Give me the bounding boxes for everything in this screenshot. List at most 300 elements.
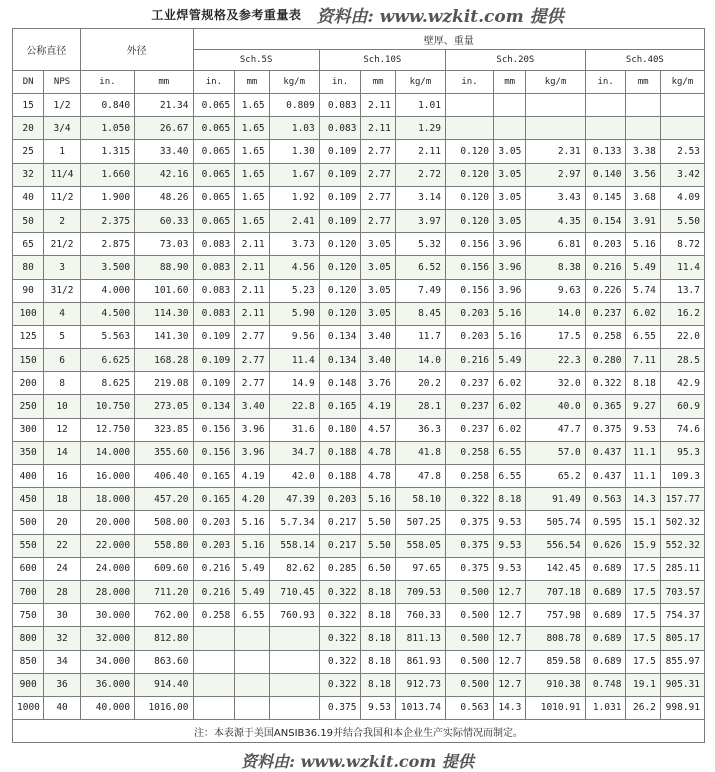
cell-20s-kgm: 47.7 bbox=[526, 418, 585, 441]
cell-od-in: 1.660 bbox=[80, 163, 134, 186]
cell-20s-kgm: 1010.91 bbox=[526, 696, 585, 719]
cell-nps: 4 bbox=[44, 302, 81, 325]
cell-dn: 750 bbox=[13, 604, 44, 627]
cell-20s-mm: 12.7 bbox=[493, 580, 525, 603]
cell-5s-mm: 2.11 bbox=[235, 256, 269, 279]
cell-nps: 8 bbox=[44, 372, 81, 395]
header-5s-kgm: kg/m bbox=[269, 71, 319, 94]
cell-5s-in: 0.203 bbox=[193, 534, 235, 557]
cell-20s-kgm: 6.81 bbox=[526, 233, 585, 256]
cell-5s-kgm: 1.03 bbox=[269, 117, 319, 140]
cell-dn: 450 bbox=[13, 488, 44, 511]
cell-dn: 50 bbox=[13, 209, 44, 232]
cell-20s-in: 0.237 bbox=[445, 395, 493, 418]
cell-od-mm: 406.40 bbox=[135, 465, 193, 488]
cell-40s-mm: 9.27 bbox=[626, 395, 660, 418]
cell-10s-mm: 8.18 bbox=[361, 650, 395, 673]
cell-10s-in: 0.109 bbox=[319, 163, 361, 186]
note-row bbox=[13, 720, 705, 743]
cell-10s-mm: 3.05 bbox=[361, 256, 395, 279]
cell-20s-mm: 6.55 bbox=[493, 465, 525, 488]
cell-40s-kgm: 754.37 bbox=[660, 604, 704, 627]
cell-5s-mm: 1.65 bbox=[235, 186, 269, 209]
header-20s-mm: mm bbox=[493, 71, 525, 94]
cell-40s-kgm bbox=[660, 117, 704, 140]
cell-40s-kgm: 5.50 bbox=[660, 209, 704, 232]
cell-40s-mm: 3.56 bbox=[626, 163, 660, 186]
cell-5s-mm: 5.49 bbox=[235, 580, 269, 603]
cell-nps: 3/4 bbox=[44, 117, 81, 140]
cell-20s-in: 0.203 bbox=[445, 325, 493, 348]
cell-od-mm: 323.85 bbox=[135, 418, 193, 441]
cell-5s-in: 0.165 bbox=[193, 488, 235, 511]
cell-od-in: 5.563 bbox=[80, 325, 134, 348]
cell-10s-in: 0.109 bbox=[319, 140, 361, 163]
cell-dn: 150 bbox=[13, 349, 44, 372]
cell-20s-in: 0.120 bbox=[445, 140, 493, 163]
cell-10s-mm: 2.77 bbox=[361, 186, 395, 209]
cell-40s-in: 0.154 bbox=[585, 209, 626, 232]
cell-nps: 28 bbox=[44, 580, 81, 603]
cell-40s-kgm: 2.53 bbox=[660, 140, 704, 163]
cell-od-mm: 273.05 bbox=[135, 395, 193, 418]
cell-5s-mm: 4.20 bbox=[235, 488, 269, 511]
cell-dn: 1000 bbox=[13, 696, 44, 719]
cell-5s-kgm: 11.4 bbox=[269, 349, 319, 372]
cell-5s-mm: 6.55 bbox=[235, 604, 269, 627]
cell-40s-kgm: 552.32 bbox=[660, 534, 704, 557]
cell-20s-in: 0.120 bbox=[445, 209, 493, 232]
cell-5s-in: 0.065 bbox=[193, 163, 235, 186]
cell-od-mm: 762.00 bbox=[135, 604, 193, 627]
cell-5s-kgm bbox=[269, 627, 319, 650]
cell-40s-mm: 6.02 bbox=[626, 302, 660, 325]
cell-40s-in: 0.226 bbox=[585, 279, 626, 302]
table-row bbox=[13, 557, 705, 580]
cell-40s-kgm: 3.42 bbox=[660, 163, 704, 186]
cell-5s-in: 0.109 bbox=[193, 325, 235, 348]
cell-5s-mm: 1.65 bbox=[235, 209, 269, 232]
cell-5s-mm: 3.40 bbox=[235, 395, 269, 418]
cell-40s-kgm: 109.3 bbox=[660, 465, 704, 488]
cell-5s-in: 0.203 bbox=[193, 511, 235, 534]
cell-40s-in: 0.258 bbox=[585, 325, 626, 348]
cell-5s-in bbox=[193, 650, 235, 673]
cell-20s-mm: 8.18 bbox=[493, 488, 525, 511]
cell-10s-mm: 4.57 bbox=[361, 418, 395, 441]
cell-20s-kgm bbox=[526, 117, 585, 140]
cell-10s-in: 0.203 bbox=[319, 488, 361, 511]
cell-40s-kgm: 11.4 bbox=[660, 256, 704, 279]
cell-20s-in: 0.500 bbox=[445, 604, 493, 627]
cell-5s-kgm: 82.62 bbox=[269, 557, 319, 580]
cell-10s-kgm: 3.97 bbox=[395, 209, 445, 232]
cell-10s-mm: 3.40 bbox=[361, 349, 395, 372]
cell-10s-mm: 2.77 bbox=[361, 140, 395, 163]
cell-od-in: 22.000 bbox=[80, 534, 134, 557]
cell-20s-kgm: 65.2 bbox=[526, 465, 585, 488]
cell-10s-kgm: 2.11 bbox=[395, 140, 445, 163]
cell-od-in: 10.750 bbox=[80, 395, 134, 418]
cell-20s-in bbox=[445, 117, 493, 140]
cell-40s-mm: 5.74 bbox=[626, 279, 660, 302]
cell-40s-in: 0.375 bbox=[585, 418, 626, 441]
cell-nps: 5 bbox=[44, 325, 81, 348]
cell-dn: 100 bbox=[13, 302, 44, 325]
cell-10s-kgm: 47.8 bbox=[395, 465, 445, 488]
cell-20s-in: 0.563 bbox=[445, 696, 493, 719]
cell-5s-mm: 5.49 bbox=[235, 557, 269, 580]
cell-10s-kgm: 861.93 bbox=[395, 650, 445, 673]
cell-20s-mm: 5.16 bbox=[493, 325, 525, 348]
cell-10s-mm: 4.19 bbox=[361, 395, 395, 418]
cell-5s-in: 0.065 bbox=[193, 186, 235, 209]
cell-nps: 11/2 bbox=[44, 186, 81, 209]
cell-dn: 90 bbox=[13, 279, 44, 302]
cell-5s-mm bbox=[235, 696, 269, 719]
cell-5s-mm: 5.16 bbox=[235, 534, 269, 557]
cell-5s-kgm: 1.30 bbox=[269, 140, 319, 163]
cell-od-mm: 914.40 bbox=[135, 673, 193, 696]
cell-5s-in: 0.134 bbox=[193, 395, 235, 418]
cell-od-in: 1.315 bbox=[80, 140, 134, 163]
cell-40s-mm: 15.1 bbox=[626, 511, 660, 534]
cell-40s-in: 0.689 bbox=[585, 627, 626, 650]
cell-10s-in: 0.285 bbox=[319, 557, 361, 580]
header-5s-in: in. bbox=[193, 71, 235, 94]
cell-10s-in: 0.322 bbox=[319, 673, 361, 696]
cell-10s-kgm: 1013.74 bbox=[395, 696, 445, 719]
cell-5s-kgm: 22.8 bbox=[269, 395, 319, 418]
cell-od-in: 20.000 bbox=[80, 511, 134, 534]
header-nominal-size: 公称直径 bbox=[13, 29, 81, 71]
header-row-1 bbox=[13, 29, 705, 50]
cell-10s-mm: 3.40 bbox=[361, 325, 395, 348]
cell-5s-in: 0.109 bbox=[193, 349, 235, 372]
cell-od-in: 28.000 bbox=[80, 580, 134, 603]
table-row bbox=[13, 511, 705, 534]
cell-40s-in: 0.216 bbox=[585, 256, 626, 279]
cell-od-in: 8.625 bbox=[80, 372, 134, 395]
cell-20s-in: 0.375 bbox=[445, 557, 493, 580]
cell-od-mm: 457.20 bbox=[135, 488, 193, 511]
cell-40s-kgm: 805.17 bbox=[660, 627, 704, 650]
cell-20s-kgm: 9.63 bbox=[526, 279, 585, 302]
header-nps: NPS bbox=[44, 71, 81, 94]
cell-10s-mm: 5.50 bbox=[361, 534, 395, 557]
cell-dn: 125 bbox=[13, 325, 44, 348]
cell-5s-in: 0.065 bbox=[193, 94, 235, 117]
cell-5s-mm: 1.65 bbox=[235, 140, 269, 163]
cell-40s-in: 0.689 bbox=[585, 580, 626, 603]
cell-od-in: 30.000 bbox=[80, 604, 134, 627]
cell-5s-mm: 2.11 bbox=[235, 279, 269, 302]
cell-10s-in: 0.322 bbox=[319, 604, 361, 627]
cell-20s-kgm: 40.0 bbox=[526, 395, 585, 418]
table-row bbox=[13, 140, 705, 163]
cell-20s-kgm: 3.43 bbox=[526, 186, 585, 209]
cell-5s-kgm: 1.92 bbox=[269, 186, 319, 209]
table-row bbox=[13, 580, 705, 603]
cell-40s-in: 0.437 bbox=[585, 441, 626, 464]
cell-20s-kgm bbox=[526, 94, 585, 117]
cell-od-mm: 168.28 bbox=[135, 349, 193, 372]
cell-40s-kgm: 4.09 bbox=[660, 186, 704, 209]
cell-5s-in: 0.083 bbox=[193, 233, 235, 256]
cell-20s-mm: 6.55 bbox=[493, 441, 525, 464]
table-row bbox=[13, 627, 705, 650]
cell-40s-in: 1.031 bbox=[585, 696, 626, 719]
cell-10s-kgm: 5.32 bbox=[395, 233, 445, 256]
table-row bbox=[13, 117, 705, 140]
table-row bbox=[13, 302, 705, 325]
cell-10s-kgm: 7.49 bbox=[395, 279, 445, 302]
cell-20s-kgm: 142.45 bbox=[526, 557, 585, 580]
cell-40s-kgm: 703.57 bbox=[660, 580, 704, 603]
cell-40s-mm: 17.5 bbox=[626, 627, 660, 650]
cell-5s-kgm bbox=[269, 696, 319, 719]
cell-20s-mm bbox=[493, 94, 525, 117]
cell-od-mm: 42.16 bbox=[135, 163, 193, 186]
cell-nps: 16 bbox=[44, 465, 81, 488]
cell-od-mm: 26.67 bbox=[135, 117, 193, 140]
cell-dn: 300 bbox=[13, 418, 44, 441]
cell-dn: 80 bbox=[13, 256, 44, 279]
cell-nps: 3 bbox=[44, 256, 81, 279]
watermark-top: 资料由: www.wzkit.com 提供 bbox=[316, 7, 564, 27]
table-row bbox=[13, 349, 705, 372]
cell-20s-mm: 14.3 bbox=[493, 696, 525, 719]
cell-5s-kgm: 558.14 bbox=[269, 534, 319, 557]
cell-od-in: 3.500 bbox=[80, 256, 134, 279]
cell-20s-in: 0.156 bbox=[445, 279, 493, 302]
cell-10s-in: 0.134 bbox=[319, 349, 361, 372]
cell-20s-mm: 12.7 bbox=[493, 650, 525, 673]
cell-5s-in: 0.156 bbox=[193, 441, 235, 464]
table-row bbox=[13, 650, 705, 673]
cell-dn: 65 bbox=[13, 233, 44, 256]
cell-5s-mm: 3.96 bbox=[235, 418, 269, 441]
cell-10s-mm: 3.05 bbox=[361, 233, 395, 256]
cell-5s-kgm bbox=[269, 673, 319, 696]
cell-od-mm: 609.60 bbox=[135, 557, 193, 580]
cell-od-in: 32.000 bbox=[80, 627, 134, 650]
cell-dn: 25 bbox=[13, 140, 44, 163]
cell-20s-kgm: 17.5 bbox=[526, 325, 585, 348]
cell-40s-mm: 17.5 bbox=[626, 650, 660, 673]
header-sch-10s: Sch.10S bbox=[319, 50, 445, 71]
header-outer-diameter: 外径 bbox=[80, 29, 193, 71]
cell-10s-kgm: 811.13 bbox=[395, 627, 445, 650]
cell-20s-mm: 5.49 bbox=[493, 349, 525, 372]
cell-20s-mm: 6.02 bbox=[493, 395, 525, 418]
cell-10s-kgm: 507.25 bbox=[395, 511, 445, 534]
header-20s-in: in. bbox=[445, 71, 493, 94]
cell-10s-in: 0.148 bbox=[319, 372, 361, 395]
table-body bbox=[13, 94, 705, 720]
table-row bbox=[13, 604, 705, 627]
cell-40s-mm: 7.11 bbox=[626, 349, 660, 372]
cell-5s-in: 0.156 bbox=[193, 418, 235, 441]
cell-od-mm: 101.60 bbox=[135, 279, 193, 302]
cell-od-in: 18.000 bbox=[80, 488, 134, 511]
cell-od-in: 34.000 bbox=[80, 650, 134, 673]
cell-10s-in: 0.120 bbox=[319, 233, 361, 256]
cell-40s-mm: 11.1 bbox=[626, 441, 660, 464]
cell-20s-in: 0.156 bbox=[445, 256, 493, 279]
cell-5s-kgm: 710.45 bbox=[269, 580, 319, 603]
cell-20s-kgm: 808.78 bbox=[526, 627, 585, 650]
cell-20s-kgm: 22.3 bbox=[526, 349, 585, 372]
cell-5s-mm: 2.77 bbox=[235, 372, 269, 395]
cell-5s-in: 0.083 bbox=[193, 302, 235, 325]
cell-40s-mm: 8.18 bbox=[626, 372, 660, 395]
cell-40s-mm: 5.16 bbox=[626, 233, 660, 256]
cell-40s-kgm: 998.91 bbox=[660, 696, 704, 719]
cell-10s-in: 0.109 bbox=[319, 186, 361, 209]
table-row bbox=[13, 94, 705, 117]
cell-40s-kgm: 905.31 bbox=[660, 673, 704, 696]
cell-20s-in: 0.258 bbox=[445, 441, 493, 464]
cell-40s-in: 0.203 bbox=[585, 233, 626, 256]
cell-10s-in: 0.322 bbox=[319, 580, 361, 603]
cell-5s-mm: 1.65 bbox=[235, 163, 269, 186]
cell-dn: 20 bbox=[13, 117, 44, 140]
cell-od-mm: 355.60 bbox=[135, 441, 193, 464]
cell-od-in: 2.375 bbox=[80, 209, 134, 232]
cell-10s-kgm: 3.14 bbox=[395, 186, 445, 209]
cell-5s-in bbox=[193, 696, 235, 719]
cell-10s-kgm: 912.73 bbox=[395, 673, 445, 696]
cell-dn: 700 bbox=[13, 580, 44, 603]
table-row bbox=[13, 465, 705, 488]
cell-40s-mm: 3.68 bbox=[626, 186, 660, 209]
cell-20s-kgm: 4.35 bbox=[526, 209, 585, 232]
cell-dn: 550 bbox=[13, 534, 44, 557]
cell-10s-in: 0.188 bbox=[319, 441, 361, 464]
table-row bbox=[13, 233, 705, 256]
cell-10s-in: 0.120 bbox=[319, 256, 361, 279]
cell-10s-kgm: 58.10 bbox=[395, 488, 445, 511]
cell-20s-in: 0.203 bbox=[445, 302, 493, 325]
cell-10s-in: 0.109 bbox=[319, 209, 361, 232]
cell-10s-kgm: 1.29 bbox=[395, 117, 445, 140]
cell-20s-in bbox=[445, 94, 493, 117]
cell-5s-in: 0.083 bbox=[193, 256, 235, 279]
cell-40s-in: 0.322 bbox=[585, 372, 626, 395]
cell-10s-mm: 6.50 bbox=[361, 557, 395, 580]
cell-dn: 600 bbox=[13, 557, 44, 580]
cell-od-mm: 33.40 bbox=[135, 140, 193, 163]
cell-20s-mm: 6.02 bbox=[493, 418, 525, 441]
cell-5s-kgm: 42.0 bbox=[269, 465, 319, 488]
cell-10s-mm: 9.53 bbox=[361, 696, 395, 719]
cell-40s-kgm: 157.77 bbox=[660, 488, 704, 511]
cell-nps: 24 bbox=[44, 557, 81, 580]
cell-20s-in: 0.120 bbox=[445, 186, 493, 209]
cell-20s-mm bbox=[493, 117, 525, 140]
cell-20s-mm: 9.53 bbox=[493, 534, 525, 557]
cell-20s-mm: 3.96 bbox=[493, 279, 525, 302]
cell-40s-kgm: 855.97 bbox=[660, 650, 704, 673]
cell-5s-kgm: 760.93 bbox=[269, 604, 319, 627]
cell-dn: 200 bbox=[13, 372, 44, 395]
cell-40s-kgm bbox=[660, 94, 704, 117]
cell-20s-kgm: 2.31 bbox=[526, 140, 585, 163]
cell-10s-kgm: 8.45 bbox=[395, 302, 445, 325]
cell-10s-in: 0.217 bbox=[319, 534, 361, 557]
header-wall-weight: 壁厚、重量 bbox=[193, 29, 705, 50]
cell-od-mm: 863.60 bbox=[135, 650, 193, 673]
cell-od-mm: 812.80 bbox=[135, 627, 193, 650]
cell-40s-in: 0.133 bbox=[585, 140, 626, 163]
cell-5s-in: 0.216 bbox=[193, 580, 235, 603]
cell-5s-kgm: 4.56 bbox=[269, 256, 319, 279]
cell-nps: 31/2 bbox=[44, 279, 81, 302]
header-10s-in: in. bbox=[319, 71, 361, 94]
cell-10s-in: 0.165 bbox=[319, 395, 361, 418]
cell-5s-kgm: 3.73 bbox=[269, 233, 319, 256]
cell-nps: 2 bbox=[44, 209, 81, 232]
cell-20s-kgm: 859.58 bbox=[526, 650, 585, 673]
cell-20s-mm: 12.7 bbox=[493, 627, 525, 650]
cell-10s-kgm: 760.33 bbox=[395, 604, 445, 627]
table-row bbox=[13, 441, 705, 464]
cell-10s-in: 0.120 bbox=[319, 302, 361, 325]
cell-od-mm: 711.20 bbox=[135, 580, 193, 603]
cell-5s-kgm: 1.67 bbox=[269, 163, 319, 186]
cell-20s-mm: 12.7 bbox=[493, 673, 525, 696]
header-od-mm: mm bbox=[135, 71, 193, 94]
cell-40s-mm: 17.5 bbox=[626, 580, 660, 603]
cell-10s-mm: 3.05 bbox=[361, 302, 395, 325]
cell-dn: 32 bbox=[13, 163, 44, 186]
cell-20s-in: 0.120 bbox=[445, 163, 493, 186]
cell-20s-in: 0.237 bbox=[445, 418, 493, 441]
cell-od-in: 14.000 bbox=[80, 441, 134, 464]
cell-10s-mm: 4.78 bbox=[361, 465, 395, 488]
cell-20s-mm: 9.53 bbox=[493, 511, 525, 534]
cell-nps: 10 bbox=[44, 395, 81, 418]
cell-40s-mm: 3.38 bbox=[626, 140, 660, 163]
cell-40s-mm: 26.2 bbox=[626, 696, 660, 719]
cell-5s-mm bbox=[235, 650, 269, 673]
cell-20s-in: 0.322 bbox=[445, 488, 493, 511]
cell-40s-in: 0.689 bbox=[585, 604, 626, 627]
header-sch-20s: Sch.20S bbox=[445, 50, 585, 71]
cell-od-mm: 1016.00 bbox=[135, 696, 193, 719]
cell-dn: 40 bbox=[13, 186, 44, 209]
cell-5s-in bbox=[193, 673, 235, 696]
header-40s-in: in. bbox=[585, 71, 626, 94]
cell-5s-mm: 1.65 bbox=[235, 94, 269, 117]
cell-40s-in: 0.563 bbox=[585, 488, 626, 511]
cell-od-in: 1.050 bbox=[80, 117, 134, 140]
cell-20s-kgm: 556.54 bbox=[526, 534, 585, 557]
cell-10s-kgm: 41.8 bbox=[395, 441, 445, 464]
cell-od-mm: 219.08 bbox=[135, 372, 193, 395]
cell-20s-kgm: 707.18 bbox=[526, 580, 585, 603]
cell-40s-in: 0.626 bbox=[585, 534, 626, 557]
cell-nps: 32 bbox=[44, 627, 81, 650]
table-row bbox=[13, 418, 705, 441]
cell-od-in: 16.000 bbox=[80, 465, 134, 488]
cell-od-in: 24.000 bbox=[80, 557, 134, 580]
cell-40s-in bbox=[585, 117, 626, 140]
cell-5s-kgm bbox=[269, 650, 319, 673]
cell-40s-kgm: 502.32 bbox=[660, 511, 704, 534]
cell-20s-in: 0.156 bbox=[445, 233, 493, 256]
